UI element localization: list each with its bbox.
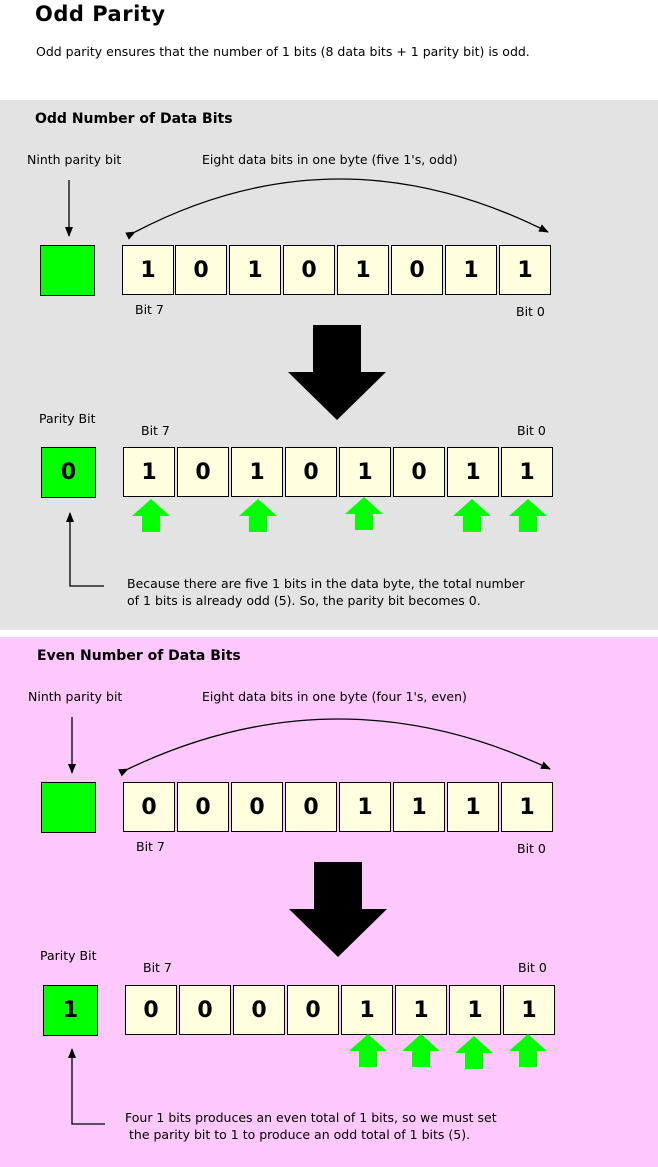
- even-top-bit-2: 1: [393, 782, 445, 832]
- even-top-bit7-label: Bit 7: [136, 839, 165, 854]
- odd-down-arrow-icon: [288, 325, 386, 420]
- even-top-bit-0: 1: [501, 782, 553, 832]
- even-bottom-bit-4: 0: [287, 985, 339, 1035]
- odd-bottom-bit-7: 1: [123, 447, 175, 497]
- odd-top-bit-2: 0: [391, 245, 443, 295]
- even-top-bit-4: 0: [285, 782, 337, 832]
- even-top-bit0-label: Bit 0: [517, 841, 546, 856]
- even-parity-bit-label: Parity Bit: [40, 948, 97, 963]
- odd-top-bit-7: 1: [122, 245, 174, 295]
- even-top-bit-3: 1: [339, 782, 391, 832]
- odd-parity-bit-label: Parity Bit: [39, 411, 96, 426]
- odd-up-arrow-icon-2: [239, 499, 277, 532]
- even-top-bit-5: 0: [231, 782, 283, 832]
- odd-top-bit-0: 1: [499, 245, 551, 295]
- odd-arrows: [0, 100, 658, 630]
- even-section: [0, 637, 658, 1167]
- even-bottom-bit7-label: Bit 7: [143, 960, 172, 975]
- odd-up-arrow-icon-4: [453, 499, 491, 532]
- odd-explanation-line-2: of 1 bits is already odd (5). So, the parity bit becomes 0.: [127, 593, 481, 608]
- intro-text: Odd parity ensures that the number of 1 bits (8 data bits + 1 parity bit) is odd.: [36, 44, 530, 59]
- odd-bottom-bit0-label: Bit 0: [517, 423, 546, 438]
- odd-parity-pointer-arrow: [70, 513, 104, 586]
- even-byte-label: Eight data bits in one byte (four 1's, even): [202, 689, 467, 704]
- even-bottom-bit0-label: Bit 0: [518, 960, 547, 975]
- odd-parity-box: 0: [41, 447, 96, 498]
- odd-ninth-parity-label: Ninth parity bit: [27, 152, 122, 167]
- odd-bottom-bit-4: 0: [285, 447, 337, 497]
- even-bottom-bit-6: 0: [179, 985, 231, 1035]
- odd-explanation-line-1: Because there are five 1 bits in the data byte, the total number: [127, 576, 525, 591]
- even-bottom-bit-0: 1: [503, 985, 555, 1035]
- even-top-bit-1: 1: [447, 782, 499, 832]
- even-up-arrow-icon-1: [349, 1034, 387, 1067]
- even-parity-pointer-arrow: [72, 1049, 105, 1124]
- odd-bottom-bit-5: 1: [231, 447, 283, 497]
- odd-top-bit-5: 1: [229, 245, 281, 295]
- odd-up-arrow-icon-5: [509, 499, 547, 532]
- even-bottom-bit-3: 1: [341, 985, 393, 1035]
- even-up-arrow-icon-3: [455, 1036, 493, 1069]
- even-parity-box: 1: [43, 985, 98, 1036]
- odd-section: [0, 100, 658, 630]
- even-up-arrow-icon-4: [509, 1034, 547, 1067]
- odd-top-bit-6: 0: [175, 245, 227, 295]
- even-heading: Even Number of Data Bits: [37, 648, 241, 664]
- odd-bottom-bit7-label: Bit 7: [141, 423, 170, 438]
- even-arrows: [0, 637, 658, 1167]
- odd-up-arrow-icon-1: [132, 499, 170, 532]
- odd-heading: Odd Number of Data Bits: [35, 111, 233, 127]
- even-explanation-line-2: the parity bit to 1 to produce an odd total of 1 bits (5).: [129, 1127, 471, 1142]
- even-bottom-bit-7: 0: [125, 985, 177, 1035]
- even-down-arrow-icon: [289, 862, 387, 957]
- even-bottom-bit-1: 1: [449, 985, 501, 1035]
- even-top-bit-7: 0: [123, 782, 175, 832]
- odd-top-bit-4: 0: [283, 245, 335, 295]
- odd-bottom-bit-6: 0: [177, 447, 229, 497]
- even-explanation-line-1: Four 1 bits produces an even total of 1 bits, so we must set: [125, 1110, 497, 1125]
- odd-bottom-bit-0: 1: [501, 447, 553, 497]
- odd-byte-span-arrow: [135, 179, 548, 232]
- even-ninth-parity-label: Ninth parity bit: [28, 689, 123, 704]
- odd-bottom-bit-3: 1: [339, 447, 391, 497]
- odd-byte-label: Eight data bits in one byte (five 1's, odd): [202, 152, 458, 167]
- odd-top-bit-3: 1: [337, 245, 389, 295]
- page-title: Odd Parity: [35, 2, 166, 26]
- odd-bottom-bit-2: 0: [393, 447, 445, 497]
- odd-bottom-bit-1: 1: [447, 447, 499, 497]
- even-byte-span-arrow: [128, 719, 550, 769]
- even-bottom-bit-5: 0: [233, 985, 285, 1035]
- even-up-arrow-icon-2: [402, 1034, 440, 1067]
- odd-up-arrow-icon-3: [345, 497, 383, 530]
- odd-top-bit7-label: Bit 7: [135, 302, 164, 317]
- odd-top-bit0-label: Bit 0: [516, 304, 545, 319]
- even-top-bit-6: 0: [177, 782, 229, 832]
- odd-top-bit-1: 1: [445, 245, 497, 295]
- even-bottom-bit-2: 1: [395, 985, 447, 1035]
